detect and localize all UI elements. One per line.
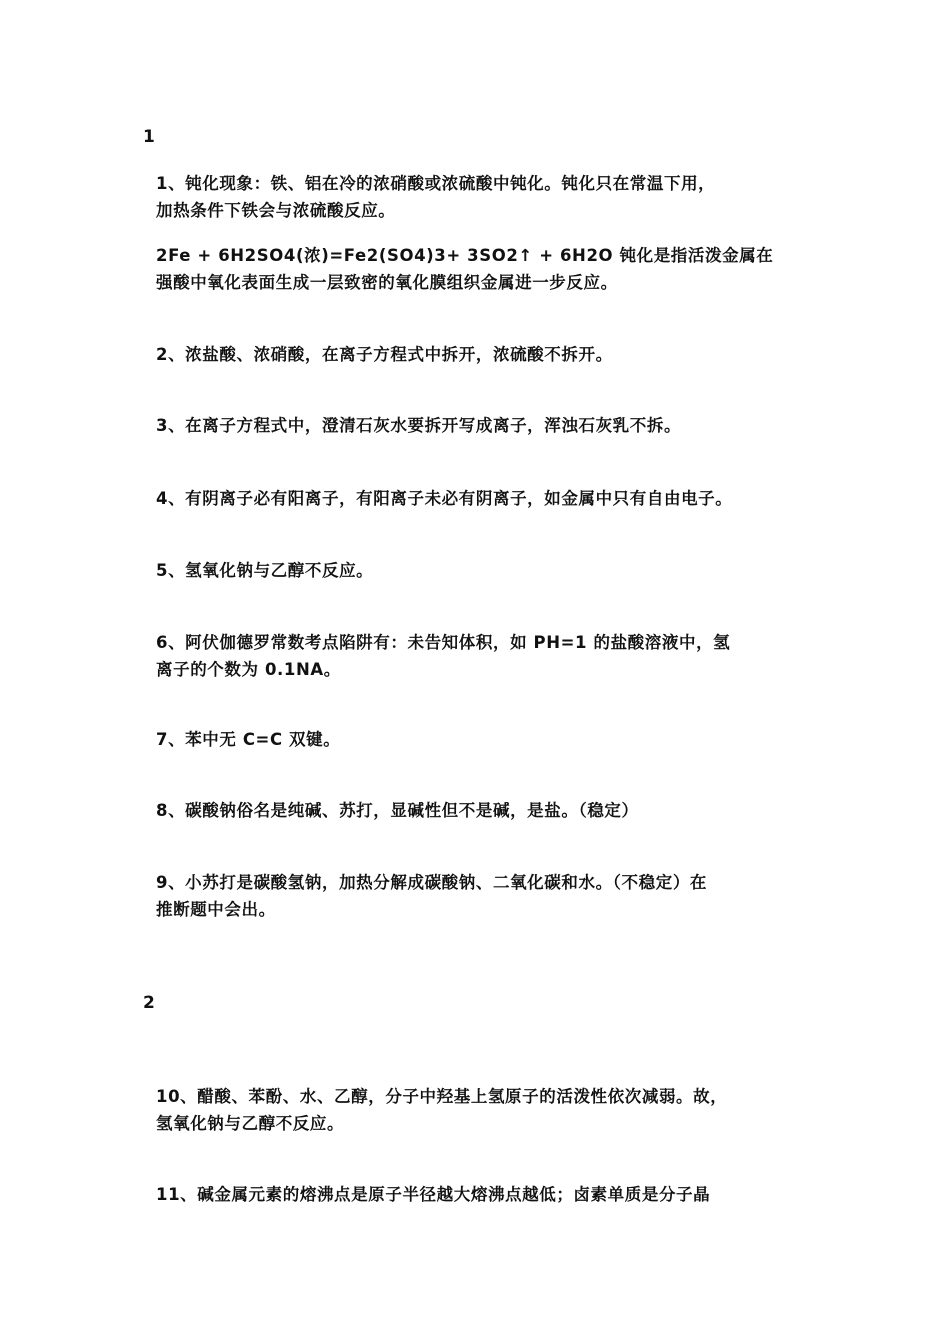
- paragraph-line: 3、在离子方程式中，澄清石灰水要拆开写成离子，浑浊石灰乳不拆。: [156, 416, 682, 435]
- paragraph-line: 推断题中会出。: [156, 900, 276, 919]
- section-number: 1: [143, 127, 155, 147]
- paragraph-line: 加热条件下铁会与浓硫酸反应。: [156, 201, 396, 220]
- paragraph-line: 离子的个数为 0.1NA。: [156, 660, 341, 679]
- paragraph-item-6: [156, 629, 816, 683]
- paragraph-item-10: [156, 1083, 816, 1137]
- paragraph-line: 5、氢氧化钠与乙醇不反应。: [156, 561, 374, 580]
- paragraph-item-1: [156, 170, 816, 224]
- paragraph-line: 1、钝化现象：铁、铝在冷的浓硝酸或浓硫酸中钝化。钝化只在常温下用，: [156, 174, 716, 193]
- paragraph-item-2: [156, 341, 816, 368]
- paragraph-equation: [156, 242, 816, 296]
- paragraph-line: 氢氧化钠与乙醇不反应。: [156, 1114, 345, 1133]
- paragraph-line: 2、浓盐酸、浓硝酸，在离子方程式中拆开，浓硫酸不拆开。: [156, 345, 613, 364]
- paragraph-item-8: [156, 797, 816, 824]
- paragraph-line: 9、小苏打是碳酸氢钠，加热分解成碳酸钠、二氧化碳和水。（不稳定）在: [156, 873, 708, 892]
- paragraph-line: 强酸中氧化表面生成一层致密的氧化膜组织金属进一步反应。: [156, 273, 618, 292]
- paragraph-item-4: [156, 485, 816, 512]
- paragraph-item-3: [156, 412, 816, 439]
- paragraph-item-7: [156, 726, 816, 753]
- paragraph-line: 7、苯中无 C=C 双键。: [156, 730, 341, 749]
- paragraph-line: 11、碱金属元素的熔沸点是原子半径越大熔沸点越低；卤素单质是分子晶: [156, 1185, 711, 1204]
- paragraph-item-9: [156, 869, 816, 923]
- paragraph-line: 8、碳酸钠俗名是纯碱、苏打，显碱性但不是碱，是盐。（稳定）: [156, 801, 639, 820]
- paragraph-line: 6、阿伏伽德罗常数考点陷阱有：未告知体积，如 PH=1 的盐酸溶液中，氢: [156, 633, 731, 652]
- section-number: 2: [143, 993, 155, 1013]
- paragraph-item-11: [156, 1181, 816, 1208]
- paragraph-line: 2Fe + 6H2SO4(浓)=Fe2(SO4)3+ 3SO2↑ + 6H2O 钝化是指活泼金属在: [156, 246, 774, 265]
- paragraph-item-5: [156, 557, 816, 584]
- paragraph-line: 4、有阴离子必有阳离子，有阳离子未必有阴离子，如金属中只有自由电子。: [156, 489, 733, 508]
- paragraph-line: 10、醋酸、苯酚、水、乙醇，分子中羟基上氢原子的活泼性依次减弱。故，: [156, 1087, 728, 1106]
